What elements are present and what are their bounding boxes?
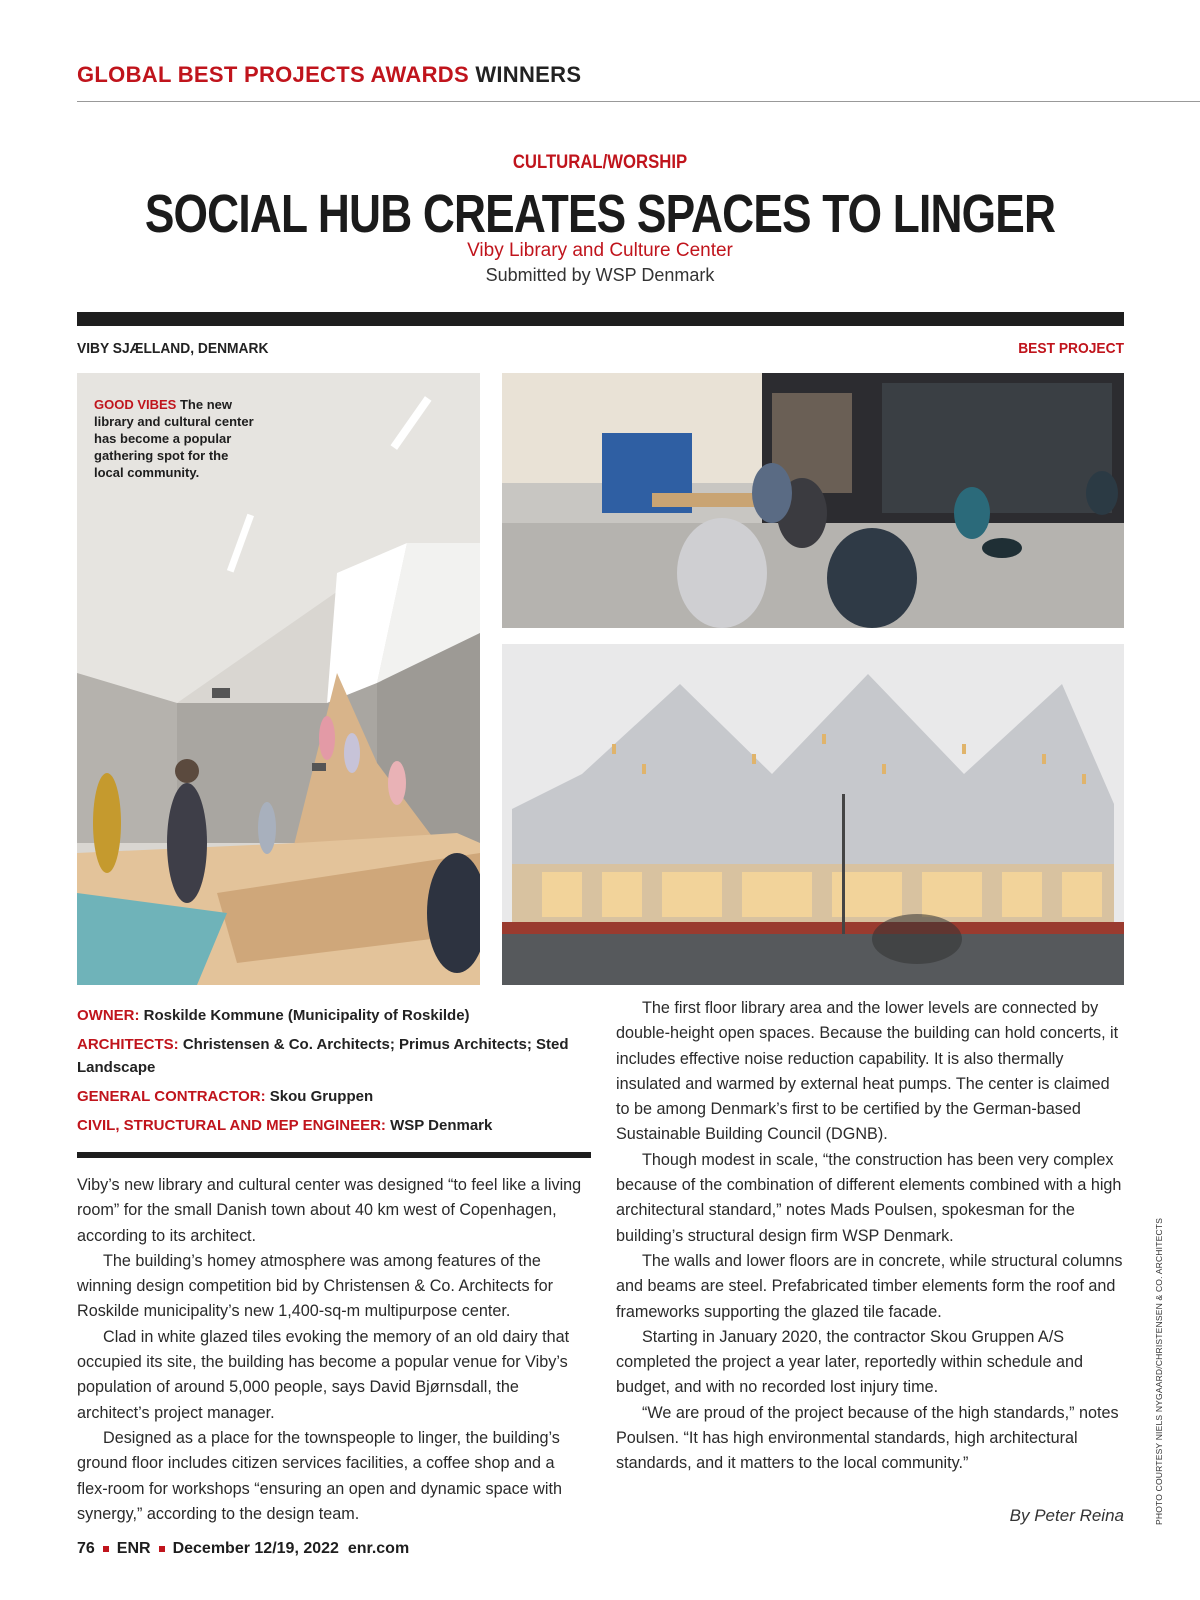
paragraph: The first floor library area and the lower levels are connected by double-height open spaces. Because the building can hold concerts, it includes effective noise reduction capability. It is also thermally insulated and warmed by external heat pumps. The center is claimed to be among Denmark’s first to be certified by the German-based Sustainable Building Council (DGNB).	[616, 999, 1119, 1144]
article-subtitle: Viby Library and Culture Center	[467, 240, 733, 261]
submitted-by: Submitted by WSP Denmark	[485, 265, 715, 285]
article-category: CULTURAL/WORSHIP	[512, 152, 688, 173]
separator-square	[103, 1546, 109, 1552]
exterior-facade-photo	[502, 644, 1124, 985]
photo-credit: PHOTO COURTESY NIELS NYGAARD/CHRISTENSEN & CO. ARCHITECTS	[1154, 1217, 1164, 1525]
project-credits	[77, 1004, 597, 1143]
credit-owner: OWNER: Roskilde Kommune (Municipality of Roskilde)	[77, 1007, 470, 1024]
body-column-2	[616, 996, 1126, 1477]
byline: By Peter Reina	[1009, 1506, 1124, 1525]
title-rule	[77, 312, 1124, 326]
paragraph: The building’s homey atmosphere was among features of the winning design competition bid by Christensen & Co. Architects for Roskilde municipality’s new 1,400-sq-m multipurpose center.	[77, 1251, 553, 1321]
separator-square	[159, 1546, 165, 1552]
credit-architects: ARCHITECTS: Christensen & Co. Architects; Primus Architects; Sted Landscape	[77, 1036, 569, 1076]
credits-rule	[77, 1152, 591, 1158]
paragraph: Though modest in scale, “the construction has been very complex because of the combination of different elements combined with a high architectural standard,” notes Mads Poulsen, spokesman for the building’s structural design firm WSP Denmark.	[616, 1150, 1122, 1245]
caption-lead: GOOD VIBES	[94, 397, 177, 412]
credit-general-contractor: GENERAL CONTRACTOR: Skou Gruppen	[77, 1088, 374, 1105]
paragraph: Clad in white glazed tiles evoking the memory of an old dairy that occupied its site, the building has become a popular venue for Viby’s population of around 5,000 people, says David Bjørnsdall, the architect’s project manager.	[77, 1327, 570, 1422]
section-header-black: WINNERS	[468, 62, 582, 87]
award-label: BEST PROJECT	[1018, 340, 1124, 357]
section-header-red: GLOBAL BEST PROJECTS AWARDS	[77, 62, 469, 87]
section-header	[77, 62, 581, 88]
page-footer	[77, 1540, 409, 1558]
project-location: VIBY SJÆLLAND, DENMARK	[77, 340, 269, 357]
paragraph: Starting in January 2020, the contractor Skou Gruppen A/S completed the project a year later, reportedly within schedule and budget, and with no recorded lost injury time.	[616, 1327, 1084, 1397]
magazine-name: ENR	[116, 1540, 151, 1557]
header-divider	[77, 101, 1200, 102]
caption-text: The new library and cultural center has become a popular gathering spot for the local community.	[94, 397, 254, 480]
paragraph: Designed as a place for the townspeople to linger, the building’s ground floor includes citizen services facilities, a coffee shop and a flex-room for workshops “ensuring an open and dynamic space with synergy,” according to the design team.	[77, 1428, 562, 1523]
article-headline: SOCIAL HUB CREATES SPACES TO LINGER	[144, 184, 1056, 244]
paragraph: The walls and lower floors are in concrete, while structural columns and beams are steel. Prefabricated timber elements form the roof and frameworks supporting the glazed tile facade.	[616, 1251, 1123, 1321]
cafe-interior-photo	[502, 373, 1124, 628]
paragraph: “We are proud of the project because of the high standards,” notes Poulsen. “It has high environmental standards, high architectural standards, and it matters to the local community.”	[616, 1403, 1119, 1473]
page-number: 76	[77, 1540, 95, 1557]
issue-date: December 12/19, 2022	[172, 1540, 339, 1557]
body-column-1	[77, 1173, 587, 1527]
photo-caption	[94, 396, 254, 481]
credit-engineer: CIVIL, STRUCTURAL AND MEP ENGINEER: WSP Denmark	[77, 1117, 493, 1134]
website: enr.com	[347, 1540, 410, 1557]
paragraph: Viby’s new library and cultural center was designed “to feel like a living room” for the small Danish town about 40 km west of Copenhagen, according to its architect.	[77, 1176, 582, 1245]
